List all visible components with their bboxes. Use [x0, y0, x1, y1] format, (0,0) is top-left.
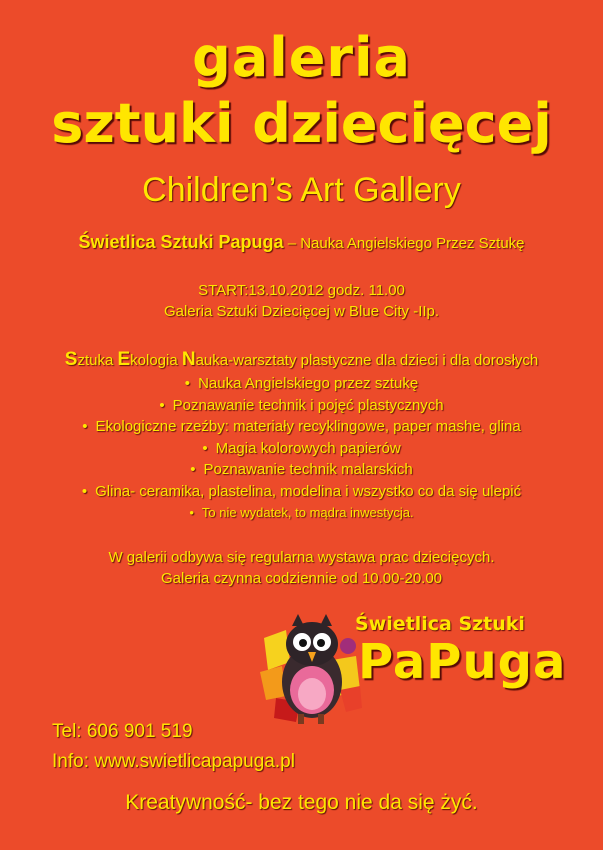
list-item-text: Magia kolorowych papierów: [215, 439, 401, 457]
list-item-text: Glina- ceramika, plastelina, modelina i wszystko co da się ulepić: [95, 482, 522, 500]
list-item: [0, 481, 603, 503]
list-item: [0, 395, 603, 417]
logo-line-1: Świetlica Sztuki: [355, 613, 525, 635]
org-line: [0, 232, 603, 254]
bullet-icon: •: [81, 482, 88, 500]
contact-phone: Tel: 606 901 519: [52, 721, 193, 742]
workshop-letter-n: N: [181, 349, 196, 370]
gallery-exhibition-text: W galerii odbywa się regularna wystawa prac dziecięcych.: [108, 549, 495, 566]
list-item: [0, 459, 603, 481]
gallery-info: [0, 547, 603, 589]
list-item: [0, 502, 603, 524]
bullet-icon: •: [202, 439, 208, 457]
list-item-text: To nie wydatek, to mądra inwestycja.: [201, 505, 414, 520]
motto: Kreatywność- bez tego nie da się żyć.: [125, 791, 478, 814]
subtitle: Children’s Art Gallery: [142, 171, 461, 209]
start-location: Galeria Sztuki Dziecięcej w Blue City -IIp.: [163, 303, 440, 320]
list-item: [0, 438, 603, 460]
papuga-logo: [252, 606, 572, 726]
list-item-text: Poznawanie technik i pojęć plastycznych: [172, 396, 444, 414]
workshop-letter-e: E: [117, 349, 131, 370]
contact-website[interactable]: Info: www.swietlicapapuga.pl: [52, 751, 295, 772]
list-item-text: Poznawanie technik malarskich: [203, 461, 413, 478]
title-line-1: galeria: [192, 26, 411, 89]
bullet-icon: •: [159, 396, 165, 414]
parrot-owl-icon: [256, 610, 366, 728]
list-item-text: Nauka Angielskiego przez sztukę: [198, 375, 419, 392]
bullet-icon: •: [189, 505, 194, 520]
gallery-hours-text: Galeria czynna codziennie od 10.00-20.00: [160, 570, 443, 587]
list-item-text: Ekologiczne rzeźby: materiały recyklingowe, paper mashe, glina: [95, 418, 521, 435]
org-name: Świetlica Sztuki Papuga: [78, 232, 284, 252]
list-item: [0, 373, 603, 395]
logo-line-2: PaPuga: [358, 634, 567, 690]
workshop-word-n: auka-warsztaty plastyczne dla dzieci i dla dorosłych: [195, 352, 539, 369]
list-item: [0, 416, 603, 438]
workshop-word-e: kologia: [130, 352, 182, 369]
workshop-word-s: ztuka: [77, 352, 118, 369]
start-date: START:13.10.2012 godz. 11.00: [198, 282, 405, 299]
start-block: [0, 280, 603, 322]
org-tagline: – Nauka Angielskiego Przez Sztukę: [283, 235, 525, 252]
bullet-icon: •: [184, 375, 191, 392]
workshop-letter-s: S: [64, 349, 78, 370]
bullet-icon: •: [82, 418, 88, 435]
bullet-list: [0, 373, 603, 524]
bullet-icon: •: [190, 461, 196, 478]
workshop-heading: [0, 349, 603, 372]
title-line-2: sztuki dziecięcej: [51, 92, 552, 155]
